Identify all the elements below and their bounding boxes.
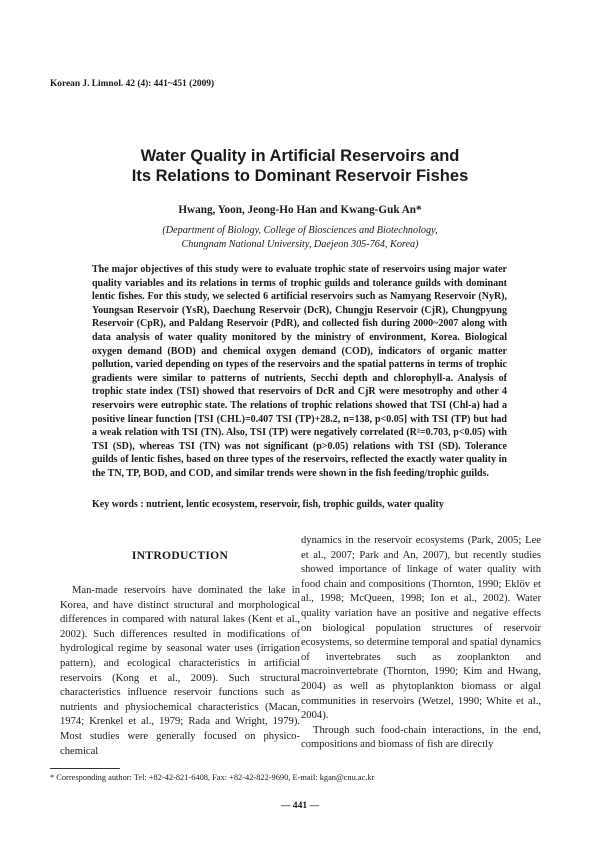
abstract-text: The major objectives of this study were to evaluate trophic state of reservoirs using major water quality variables and its relations in terms of trophic guilds and tolerance guilds with dominant lentic fishes. For this study, we selected 6 artificial reservoirs such as Namyang Reservoir (NyR), Youngsan Reservoir (YsR), Daechung Reservoir (DcR), Chungju Reservoir (CjR), Chungpyung Reservoir (CpR), and Paldang Reservoir (PdR), and collected fish during 2000~2007 along with data analysis of water quality monitored by the ministry of environment, Korea. Biological oxygen demand (BOD) and chemical oxygen demand (COD), indicators of organic matter pollution, varied depending on types of the reservoirs and the spatial patterns in terms of trophic gradients were similar to patterns of nutrients, Secchi depth and chlorophyll-a. Analysis of trophic state index (TSI) showed that reservoirs of DcR and CjR were mesotrophy and other 4 reservoirs were eutrophic state. The relations of trophic relations showed that TSI (Chl-a) had a positive linear function [TSI (CHL)=0.407 TSI (TP)+28.2, n=138, p<0.05] with TSI (TP) but had a weak relation with TSI (TN). Also, TSI (TP) were negatively correlated (R²=0.703, p<0.05) with TSI (SD), whereas TSI (TN) was not significant (p>0.05) relations with TSI (SD). Tolerance guilds of lentic fishes, based on three types of the reservoirs, reflected the exactly water quality in the TN, TP, BOD, and COD, and similar trends were shown in the fish feeding/trophic guilds. [92, 264, 507, 479]
intro-paragraph-1-continued: dynamics in the reservoir ecosystems (Park, 2005; Lee et al., 2007; Park and An, 2007), but recently studies showed importance of linkage of water quality with food chain and compositions (Thornton, 1990; Eklöv et al., 1998; McQueen, 1998; Ion et al., 2002). Water quality variation have an positive and negative effects on biological population structures of reservoir ecosystems, so determine temporal and spatial dynamics of invertebrates such as zooplankton and macroinvertebrate (Thornton, 1990; Kim and Hwang, 2004) as well as phytoplankton biomass or algal communities in reservoirs (Wetzel, 1990; White et al., 2004). [301, 535, 541, 722]
affiliation [60, 224, 540, 251]
intro-paragraph-2: Through such food-chain interactions, in the end, compositions and biomass of fish are directly [301, 724, 541, 751]
title-line-2: Its Relations to Dominant Reservoir Fishes [131, 166, 469, 185]
body-column-right [301, 534, 541, 753]
section-heading-introduction: INTRODUCTION [131, 549, 229, 562]
title-line-1: Water Quality in Artificial Reservoirs and [140, 147, 460, 165]
author-list: Hwang, Yoon, Jeong-Ho Han and Kwang-Guk An* [178, 204, 422, 216]
page-number: — 441 — [280, 800, 320, 811]
keywords: Key words : nutrient, lentic ecosystem, reservoir, fish, trophic guilds, water quality [92, 499, 444, 510]
footnote-corresponding-author: * Corresponding author: Tel: +82-42-821-6408, Fax: +82-42-822-9690, E-mail: kgan@cnu.ac.kr [50, 773, 375, 782]
paper-title [60, 147, 540, 186]
journal-reference: Korean J. Limnol. 42 (4): 441~451 (2009) [50, 79, 215, 89]
body-column-left [60, 584, 300, 759]
affiliation-line-1: (Department of Biology, College of Biosciences and Biotechnology, [162, 225, 438, 236]
intro-paragraph-1: Man-made reservoirs have dominated the lake in Korea, and have distinct structural and morphological differences in compared with natural lakes (Kent et al., 2002). Such differences resulted in modifications of hydrological regime by seasonal water uses (irrigation pattern), and ecological characteristics in artificial reservoirs (Kong et al., 2009). Such structural characteristics influence reservoir functions such as nutrients and physiochemical characteristics (Macan, 1974; Krenkel et al., 1979; Rada and Wright, 1979). Most studies were generally focused on physico-chemical [60, 585, 300, 757]
affiliation-line-2: Chungnam National University, Daejeon 305-764, Korea) [181, 238, 419, 250]
abstract [92, 263, 507, 481]
footnote-divider [50, 768, 120, 769]
